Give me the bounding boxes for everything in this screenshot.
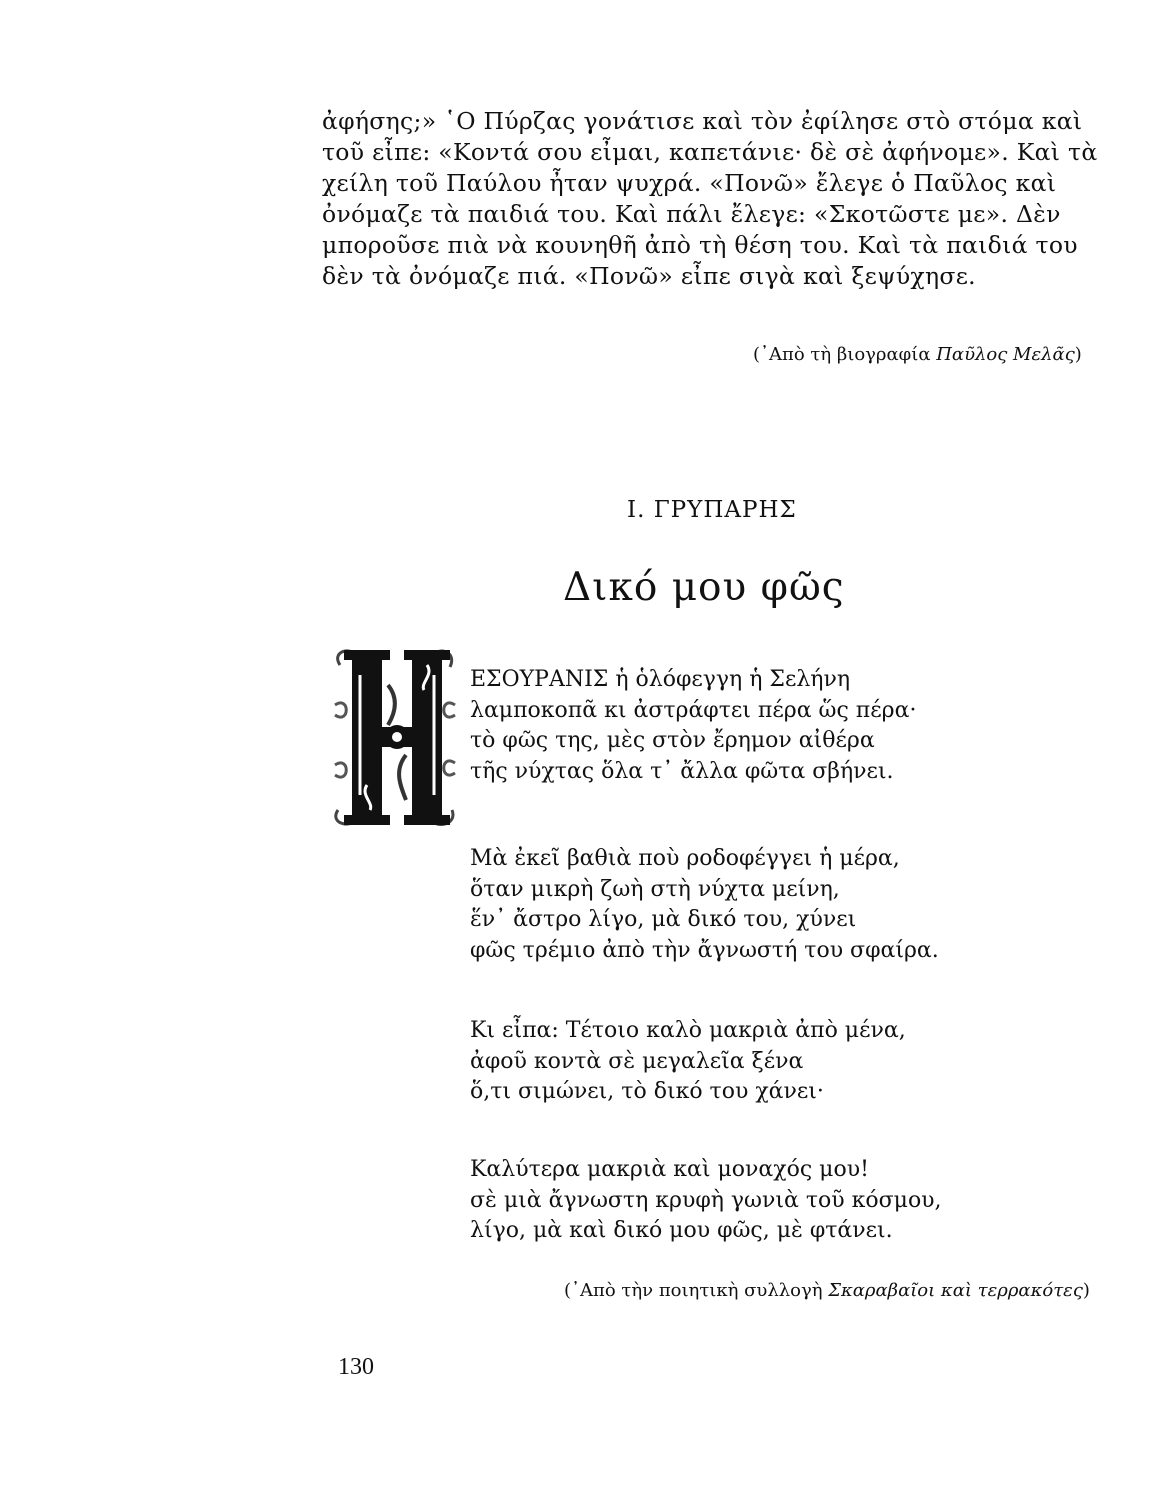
poem-line: ΕΣΟΥΡΑΝΙΣ ἡ ὁλόφεγγη ἡ Σελήνη — [470, 667, 851, 692]
poem-line: Καλύτερα μακριὰ καὶ μοναχός μου! — [470, 1157, 869, 1182]
poem-stanza — [470, 1155, 942, 1247]
poem-line: σὲ μιὰ ἄγνωστη κρυφὴ γωνιὰ τοῦ κόσμου, — [470, 1187, 942, 1213]
source-prefix: (᾿Απὸ τὴ βιογραφία — [753, 344, 937, 365]
poem-line: τῆς νύχτας ὅλα τ᾿ ἄλλα φῶτα σβήνει. — [470, 758, 894, 784]
source-prefix: (᾿Απὸ τὴν ποιητικὴ συλλογὴ — [564, 1280, 829, 1301]
prose-line: χείλη τοῦ Παύλου ἦταν ψυχρά. «Πονῶ» ἔλεγε ὁ Παῦλος καὶ — [322, 169, 1057, 197]
page-number: 130 — [338, 1354, 374, 1380]
prose-source-citation — [753, 344, 1082, 365]
source-suffix: ) — [1082, 1280, 1090, 1301]
source-title: Παῦλος Μελᾶς — [936, 344, 1075, 365]
ornamental-drop-cap — [330, 645, 460, 830]
prose-line: μποροῦσε πιὰ νὰ κουνηθῆ ἀπὸ τὴ θέση του. Καὶ τὰ παιδιά του — [322, 231, 1078, 259]
poem-stanza — [470, 844, 939, 966]
poem-source-citation — [564, 1280, 1090, 1301]
poem-line: Κι εἶπα: Τέτοιο καλὸ μακριὰ ἀπὸ μένα, — [470, 1018, 906, 1043]
prose-paragraph — [322, 106, 1102, 292]
poem-stanza — [470, 665, 916, 787]
poem-line: ὅταν μικρὴ ζωὴ στὴ νύχτα μείνη, — [470, 876, 840, 902]
source-title: Σκαραβαῖοι καὶ τερρακότες — [828, 1280, 1083, 1301]
poem-line: ὅ,τι σιμώνει, τὸ δικό του χάνει· — [470, 1079, 824, 1104]
poem-line: Μὰ ἐκεῖ βαθιὰ ποὺ ροδοφέγγει ἡ μέρα, — [470, 846, 900, 871]
poem-line: ἀφοῦ κοντὰ σὲ μεγαλεῖα ξένα — [470, 1048, 804, 1074]
poem-line: ἕν᾿ ἄστρο λίγο, μὰ δικό του, χύνει — [470, 907, 857, 932]
poem-line: λίγο, μὰ καὶ δικό μου φῶς, μὲ φτάνει. — [470, 1218, 893, 1243]
source-suffix: ) — [1074, 344, 1082, 365]
poem-author: Ι. ΓΡΥΠΑΡΗΣ — [627, 497, 797, 523]
prose-line: ἀφήσης;» ῾Ο Πύρζας γονάτισε καὶ τὸν ἐφίλησε στὸ στόμα καὶ — [322, 107, 1083, 135]
poem-line: τὸ φῶς της, μὲς στὸν ἔρημον αἰθέρα — [470, 728, 875, 753]
prose-line: τοῦ εἶπε: «Κοντά σου εἶμαι, καπετάνιε· δὲ σὲ ἀφήνομε». Καὶ τὰ — [322, 138, 1098, 166]
prose-line: ὀνόμαζε τὰ παιδιά του. Καὶ πάλι ἔλεγε: «Σκοτῶστε με». Δὲν — [322, 200, 1061, 228]
poem-title: Δικό μου φῶς — [563, 565, 845, 610]
poem-stanza — [470, 1016, 906, 1108]
poem-line: λαμποκοπᾶ κι ἀστράφτει πέρα ὥς πέρα· — [470, 697, 917, 723]
prose-line: δὲν τὰ ὀνόμαζε πιά. «Πονῶ» εἶπε σιγὰ καὶ ξεψύχησε. — [322, 262, 976, 290]
poem-line: φῶς τρέμιο ἀπὸ τὴν ἄγνωστή του σφαίρα. — [470, 937, 939, 963]
